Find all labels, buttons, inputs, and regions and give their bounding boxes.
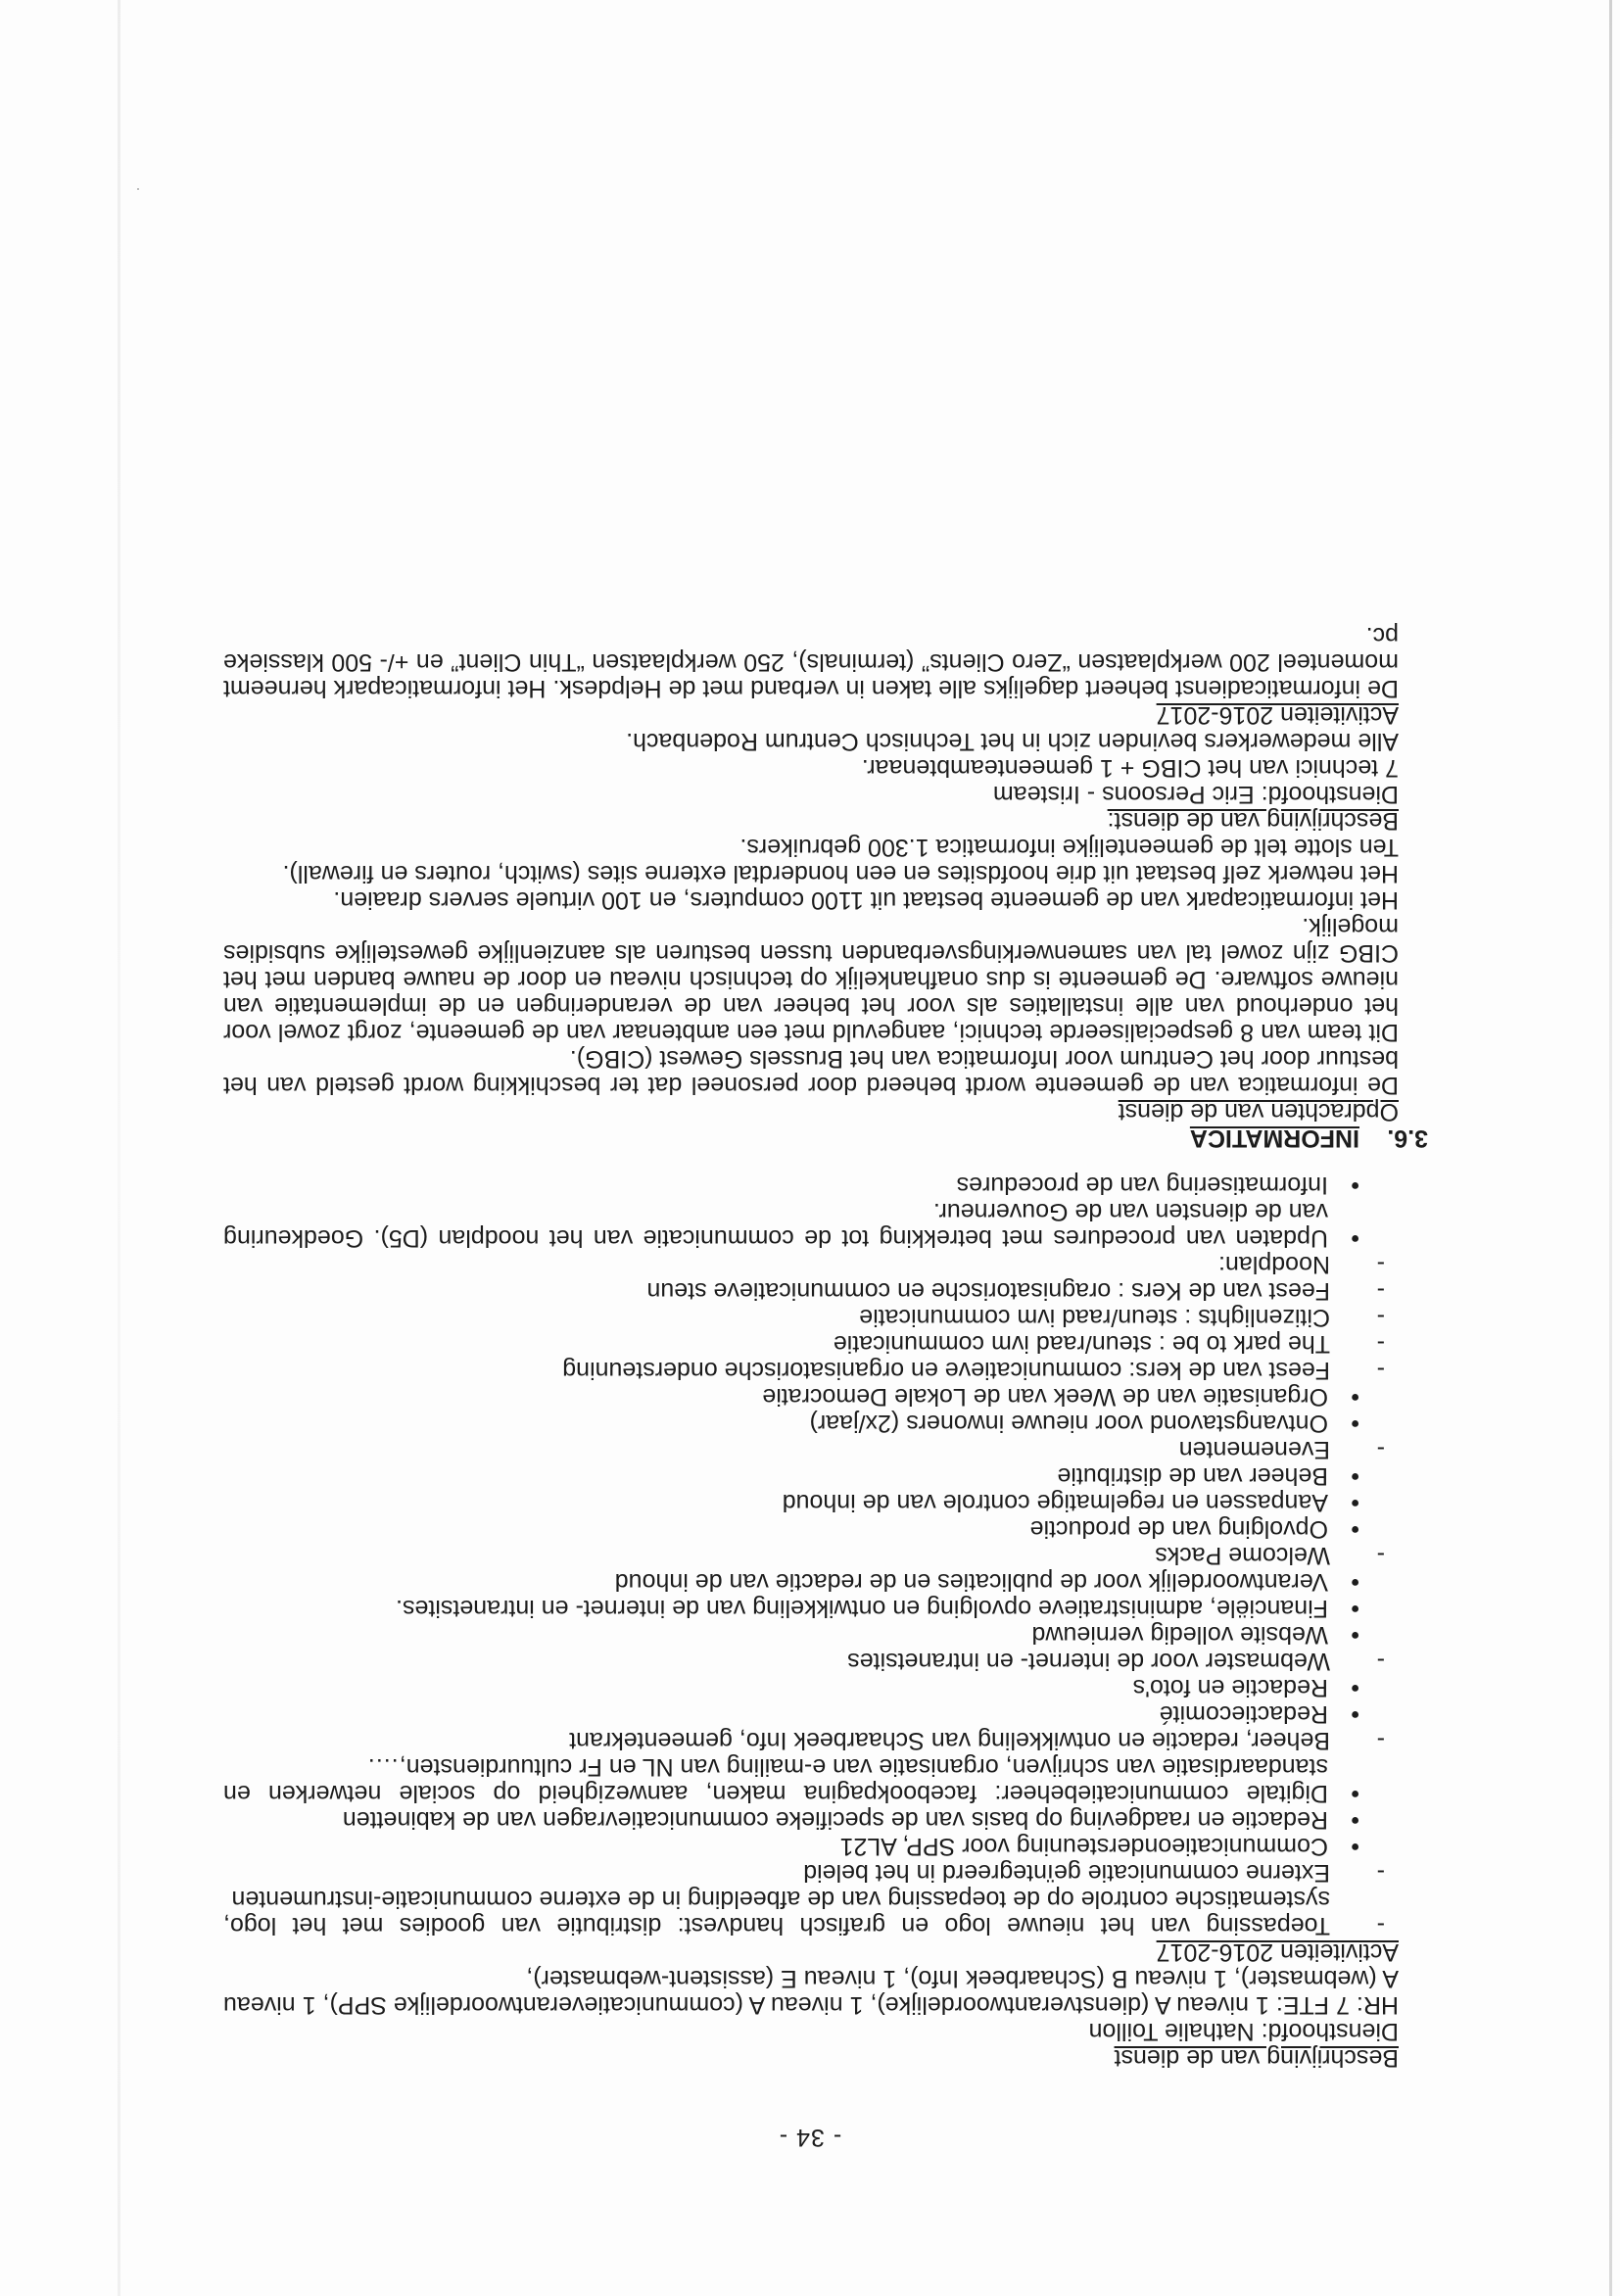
activity-item — [223, 1753, 1399, 1886]
activity-sub-item: • Verantwoordelijk voor de publicaties en de redactie van de inhoud — [223, 1568, 1399, 1595]
informatica-activities-heading: Activiteiten 2016-2017 — [1156, 701, 1399, 729]
informatica-location-line: Alle medewerkers bevinden zich in het Technisch Centrum Rodenbach. — [626, 728, 1399, 755]
activity-item-text: - Externe communicatie geïntegreerd in het beleid — [803, 1859, 1330, 1887]
activity-sub-item: • Beheer van de distributie — [223, 1462, 1399, 1489]
activity-item — [223, 1674, 1399, 1753]
communicatie-hr-line: HR: 7 FTE: 1 niveau A (dienstverantwoordelijke), 1 niveau A (communicatieverantwoordelijke SPP), 1 niveau A (webmaster), 1 niveau B (Schaarbeek Info), 1 niveau E (assistent-webmaster), — [223, 1965, 1399, 2019]
informatica-paragraph: De informatica van de gemeente wordt beheerd door personeel dat ter beschikking wordt gesteld van het bestuur door het Centrum voor Informatica van het Brussels Gewest (CIBG). — [223, 1045, 1399, 1099]
informatica-paragraph: Dit team van 8 gespecialiseerde technici, aangevuld met een ambtenaar van de gemeente, zorgt zowel voor het onderhoud van alle installaties als voor het beheer van de veranderingen en de implementatie van nieuwe software. De gemeente is dus onafhankelijk op technisch niveau en door de nauwe banden met het CIBG zijn zowel tal van samenwerkingsverbanden tussen besturen als aanzienlijke gewestelijke subsidies mogelijk. — [223, 913, 1399, 1046]
scan-edge-right — [118, 0, 120, 2296]
activity-item-text: - Welcome Packs — [1155, 1542, 1330, 1569]
activity-sub-list — [223, 1674, 1399, 1727]
informatica-tasks-heading: Opdrachten van de dienst — [1118, 1098, 1399, 1125]
communicatie-head-line: Diensthoofd: Nathalie Toillon — [1088, 2018, 1399, 2045]
activity-item — [223, 1277, 1399, 1304]
noodplan-bullet: • Informatisering van de procedures — [223, 1172, 1399, 1198]
informatica-paragraphs — [223, 834, 1399, 1098]
activity-item — [223, 1383, 1399, 1462]
informatica-paragraph: Ten slotte telt de gemeentelijke informatica 1.300 gebruikers. — [739, 834, 1399, 861]
scan-speck — [137, 188, 139, 190]
scan-edge-left — [1609, 0, 1612, 2296]
activity-item — [223, 1568, 1399, 1674]
activity-item-text: - Beheer, redactie en ontwikkeling van Schaarbeek Info, gemeentekrant — [569, 1727, 1330, 1754]
activity-item — [223, 1304, 1399, 1330]
informatica-paragraph: Het informaticapark van de gemeente bestaat uit 1100 computers, en 100 virtuele servers draaien. — [333, 886, 1399, 914]
activity-sub-list — [223, 1753, 1399, 1859]
informatica-desc-heading: Beschrijving van de dienst: — [1107, 807, 1399, 835]
activity-item-text: - Evenementen — [1178, 1436, 1330, 1463]
activity-item-text: - Toepassing van het nieuwe logo en grafisch handvest: distributie van goodies met het logo, systematische controle op de toepassing van de afbeelding in de externe communicatie-instrumenten — [223, 1886, 1330, 1939]
section-heading-informatica — [223, 1124, 1428, 1151]
activity-sub-list — [223, 1568, 1399, 1648]
activity-sub-item: • Redactiecomité — [223, 1700, 1399, 1727]
activity-sub-item: • Digitale communicatiebeheer: facebookpagina maken, aanwezigheid op sociale netwerken en standaardisatie van schrijven, organisatie van e-mailing van NL en Fr cultuurdiensten,…. — [223, 1753, 1399, 1806]
activity-sub-item: • Financiële, administratieve opvolging en ontwikkeling van de internet- en intranetsites. — [223, 1595, 1399, 1621]
communicatie-desc-heading: Beschrijving van de dienst — [1114, 2044, 1399, 2072]
activity-item-text: - Feest van de kers: communicatieve en organisatorische ondersteuning — [562, 1357, 1330, 1384]
activity-sub-item: • Opvolging van de productie — [223, 1515, 1399, 1542]
activity-item — [223, 1462, 1399, 1568]
informatica-head-line: Diensthoofd: Eric Persoons - Iristeam — [992, 781, 1399, 808]
activity-item — [223, 1251, 1399, 1277]
activity-sub-list — [223, 1383, 1399, 1436]
section-number: 3.6. — [1387, 1124, 1428, 1152]
activity-item-text: - Webmaster voor de internet- en intranetsites — [847, 1648, 1330, 1675]
activity-sub-item: • Organisatie van de Week van de Lokale Democratie — [223, 1383, 1399, 1410]
noodplan-bullet: • Updaten van procedures met betrekking tot de communicatie van het noodplan (D5). Goedkeuring van de diensten van de Gouverneur. — [223, 1198, 1399, 1251]
activity-sub-list — [223, 1462, 1399, 1542]
communicatie-activities-heading: Activiteiten 2016-2017 — [1156, 1938, 1399, 1966]
activity-item — [223, 1330, 1399, 1357]
activity-sub-item: • Ontvangstavond voor nieuwe inwoners (2x/jaar) — [223, 1410, 1399, 1436]
communicatie-activity-list — [223, 1251, 1399, 1938]
activity-item-text: - Citizenlights : steun/raad ivm communicatie — [859, 1304, 1330, 1331]
activity-item-text: - The park to be : steun/raad ivm communicatie — [833, 1330, 1330, 1358]
activity-sub-item: • Communicatieondersteuning voor SPP, AL21 — [223, 1833, 1399, 1859]
activity-sub-item: • Redactie en raadgeving op basis van de specifieke communicatievragen van de kabinetten — [223, 1806, 1399, 1833]
activity-item-text: - Feest van de Kers : oragnisatorische en communicatieve steun — [646, 1277, 1330, 1305]
activity-sub-item: • Aanpassen en regelmatige controle van de inhoud — [223, 1489, 1399, 1515]
activity-item — [223, 1886, 1399, 1938]
noodplan-bullet-list — [223, 1172, 1399, 1251]
activity-sub-item: • Redactie en foto's — [223, 1674, 1399, 1700]
page-number: - 34 - — [778, 2124, 842, 2151]
section-title: INFORMATICA — [1189, 1124, 1359, 1152]
activity-sub-item: • Website volledig vernieuwd — [223, 1621, 1399, 1648]
informatica-staff-line: 7 technici van het CIBG + 1 gemeenteambtenaar. — [861, 754, 1399, 782]
page-content — [223, 622, 1428, 2072]
activity-item — [223, 1357, 1399, 1383]
informatica-paragraph: Het netwerk zelf bestaat uit drie hoofdsites en een honderdtal externe sites (switch, routers en firewall). — [282, 860, 1399, 887]
informatica-activities-text: De informaticadienst beheert dagelijks alle taken in verband met de Helpdesk. Het informaticapark herneemt momenteel 200 werkplaatsen “Zero Clients” (terminals), 250 werkplaatsen “Thin Client” en +/- 500 klassieke pc. — [223, 622, 1399, 702]
activity-item-text: - Noodplan: — [1218, 1251, 1330, 1278]
